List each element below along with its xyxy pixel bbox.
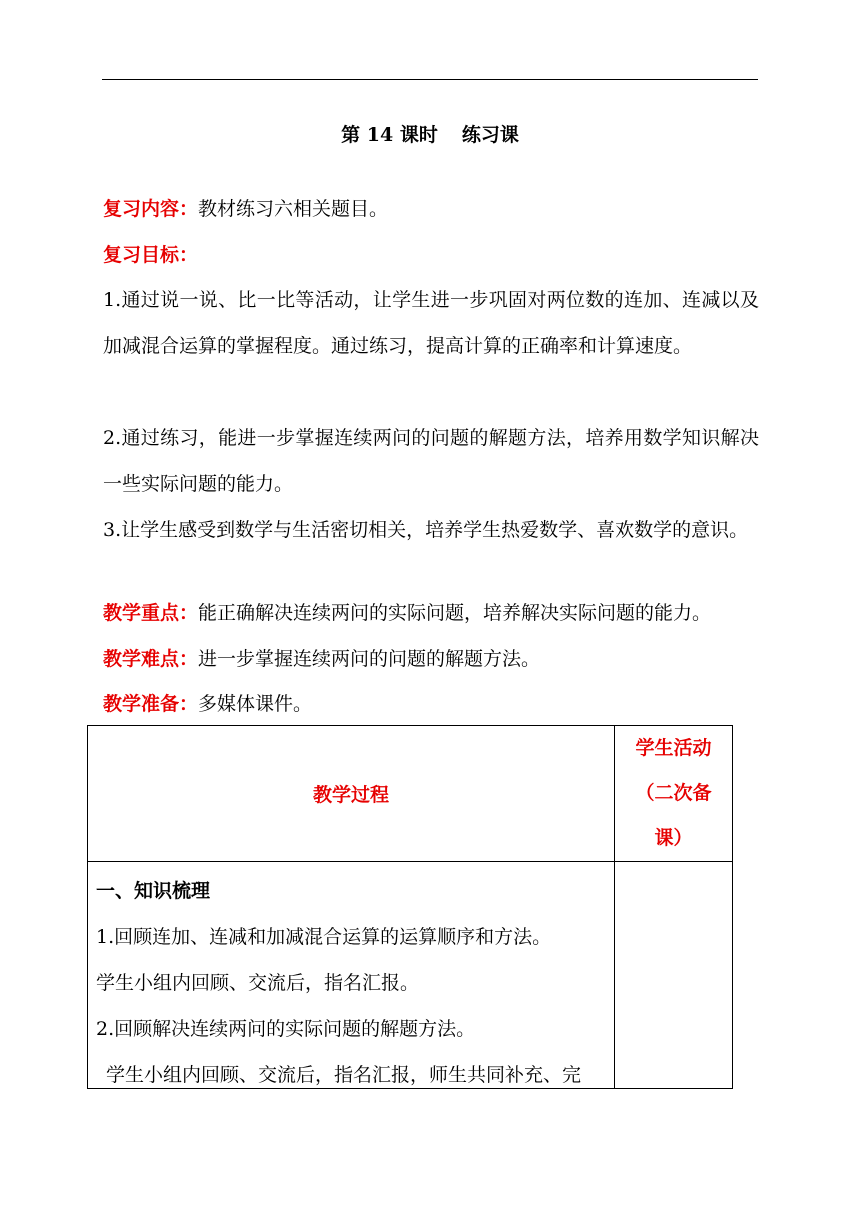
- goal-item-1: 1.通过说一说、比一比等活动，让学生进一步巩固对两位数的连加、连减以及加减混合运算的掌握程度。通过练习，提高计算的正确率和计算速度。: [103, 289, 759, 357]
- process-line: 2.回顾解决连续两问的实际问题的解题方法。: [96, 1018, 476, 1040]
- process-line: 1.回顾连加、连减和加减混合运算的运算顺序和方法。: [96, 926, 552, 948]
- header-rule: [102, 79, 758, 80]
- activity-cell: [615, 862, 733, 1089]
- goal-item-3: 3.让学生感受到数学与生活密切相关，培养学生热爱数学、喜欢数学的意识。: [103, 519, 749, 541]
- page-title: [0, 120, 860, 147]
- col-header-activity-line: （二次备: [635, 782, 712, 804]
- lesson-name: 练习课: [461, 124, 519, 146]
- teaching-process-table: [87, 725, 733, 1089]
- review-content-label: 复习内容：: [103, 198, 199, 220]
- col-header-activity-line: 课）: [654, 827, 693, 849]
- review-content-text: 教材练习六相关题目。: [198, 198, 389, 220]
- preparation-text: 多媒体课件。: [198, 693, 313, 715]
- process-line: 学生小组内回顾、交流后，指名汇报，师生共同补充、完: [106, 1064, 582, 1086]
- key-point-label: 教学重点：: [103, 602, 199, 624]
- table-row: [88, 862, 733, 1089]
- difficulty-line: [103, 636, 759, 682]
- key-point-text: 能正确解决连续两问的实际问题，培养解决实际问题的能力。: [198, 602, 712, 624]
- section-title: 一、知识梳理: [96, 880, 211, 902]
- goal-item-2: 2.通过练习，能进一步掌握连续两问的问题的解题方法，培养用数学知识解决一些实际问题的能力。: [103, 427, 759, 495]
- difficulty-label: 教学难点：: [103, 648, 199, 670]
- table-header-row: [88, 726, 733, 862]
- lesson-number: 第 14 课时: [341, 124, 438, 146]
- preparation-line: [103, 681, 759, 727]
- col-header-activity-line: 学生活动: [635, 737, 712, 759]
- preparation-label: 教学准备：: [103, 693, 199, 715]
- review-goals-line: [103, 232, 759, 278]
- process-cell: [88, 862, 615, 1089]
- col-header-activity: [615, 726, 733, 862]
- col-header-process: 教学过程: [88, 726, 615, 862]
- review-content-line: [103, 186, 759, 232]
- key-point-line: [103, 590, 759, 636]
- review-goals-label: 复习目标：: [103, 244, 199, 266]
- process-line: 学生小组内回顾、交流后，指名汇报。: [96, 972, 420, 994]
- difficulty-text: 进一步掌握连续两问的问题的解题方法。: [198, 648, 541, 670]
